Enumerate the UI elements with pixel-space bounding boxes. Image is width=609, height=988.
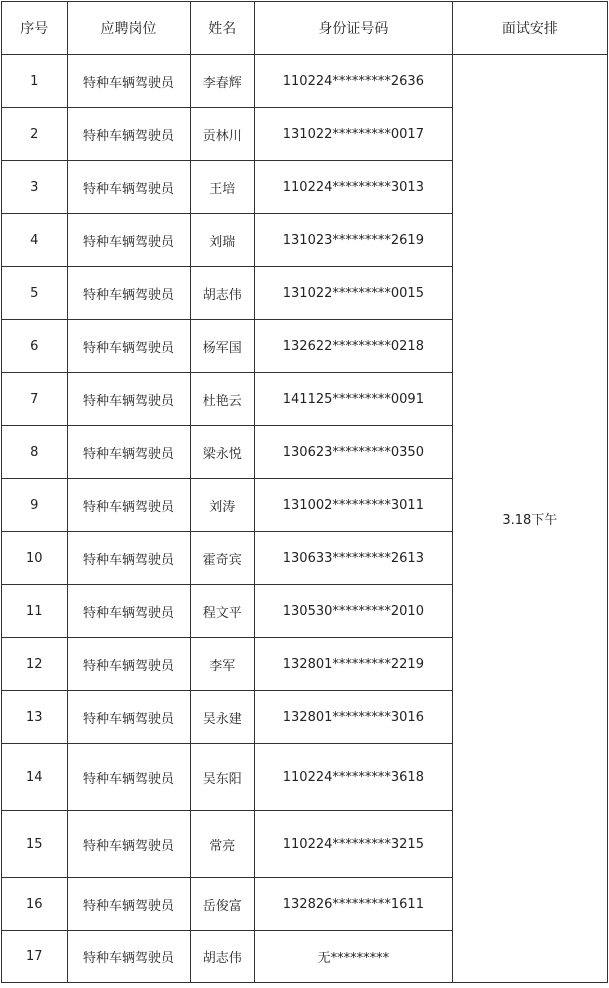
position-cell: 特种车辆驾驶员 xyxy=(67,532,190,585)
interview-arrangement-cell: 3.18下午 xyxy=(452,55,607,983)
name-cell: 常亮 xyxy=(190,811,255,878)
serial-number-cell: 1 xyxy=(2,55,68,108)
id-number-cell: 130530*********2010 xyxy=(255,585,453,638)
serial-number-cell: 16 xyxy=(2,878,68,931)
position-cell: 特种车辆驾驶员 xyxy=(67,878,190,931)
interview-schedule-table xyxy=(1,1,608,983)
serial-number-cell: 2 xyxy=(2,108,68,161)
id-number-cell: 132826*********1611 xyxy=(255,878,453,931)
header-id-number: 身份证号码 xyxy=(255,2,453,55)
name-cell: 李春辉 xyxy=(190,55,255,108)
name-cell: 吴永建 xyxy=(190,691,255,744)
name-cell: 胡志伟 xyxy=(190,931,255,983)
position-cell: 特种车辆驾驶员 xyxy=(67,479,190,532)
id-number-cell: 131022*********0015 xyxy=(255,267,453,320)
serial-number-cell: 9 xyxy=(2,479,68,532)
name-cell: 岳俊富 xyxy=(190,878,255,931)
position-cell: 特种车辆驾驶员 xyxy=(67,744,190,811)
id-number-cell: 131002*********3011 xyxy=(255,479,453,532)
serial-number-cell: 7 xyxy=(2,373,68,426)
table-row xyxy=(2,55,608,108)
name-cell: 杨军国 xyxy=(190,320,255,373)
id-number-cell: 110224*********2636 xyxy=(255,55,453,108)
id-number-cell: 131023*********2619 xyxy=(255,214,453,267)
position-cell: 特种车辆驾驶员 xyxy=(67,214,190,267)
serial-number-cell: 11 xyxy=(2,585,68,638)
serial-number-cell: 4 xyxy=(2,214,68,267)
position-cell: 特种车辆驾驶员 xyxy=(67,161,190,214)
name-cell: 杜艳云 xyxy=(190,373,255,426)
position-cell: 特种车辆驾驶员 xyxy=(67,811,190,878)
id-number-cell: 130623*********0350 xyxy=(255,426,453,479)
table-header-row xyxy=(2,2,608,55)
id-number-cell: 无********* xyxy=(255,931,453,983)
serial-number-cell: 6 xyxy=(2,320,68,373)
id-number-cell: 131022*********0017 xyxy=(255,108,453,161)
id-number-cell: 132801*********3016 xyxy=(255,691,453,744)
position-cell: 特种车辆驾驶员 xyxy=(67,931,190,983)
id-number-cell: 110224*********3618 xyxy=(255,744,453,811)
position-cell: 特种车辆驾驶员 xyxy=(67,267,190,320)
serial-number-cell: 15 xyxy=(2,811,68,878)
name-cell: 李军 xyxy=(190,638,255,691)
header-serial-number: 序号 xyxy=(2,2,68,55)
serial-number-cell: 13 xyxy=(2,691,68,744)
name-cell: 吴东阳 xyxy=(190,744,255,811)
position-cell: 特种车辆驾驶员 xyxy=(67,638,190,691)
id-number-cell: 110224*********3013 xyxy=(255,161,453,214)
name-cell: 刘瑞 xyxy=(190,214,255,267)
header-name: 姓名 xyxy=(190,2,255,55)
name-cell: 胡志伟 xyxy=(190,267,255,320)
name-cell: 霍奇宾 xyxy=(190,532,255,585)
id-number-cell: 132622*********0218 xyxy=(255,320,453,373)
id-number-cell: 110224*********3215 xyxy=(255,811,453,878)
id-number-cell: 132801*********2219 xyxy=(255,638,453,691)
name-cell: 梁永悦 xyxy=(190,426,255,479)
position-cell: 特种车辆驾驶员 xyxy=(67,55,190,108)
serial-number-cell: 10 xyxy=(2,532,68,585)
header-interview-arrangement: 面试安排 xyxy=(452,2,607,55)
position-cell: 特种车辆驾驶员 xyxy=(67,691,190,744)
header-position: 应聘岗位 xyxy=(67,2,190,55)
serial-number-cell: 5 xyxy=(2,267,68,320)
serial-number-cell: 12 xyxy=(2,638,68,691)
position-cell: 特种车辆驾驶员 xyxy=(67,108,190,161)
name-cell: 程文平 xyxy=(190,585,255,638)
id-number-cell: 130633*********2613 xyxy=(255,532,453,585)
position-cell: 特种车辆驾驶员 xyxy=(67,585,190,638)
id-number-cell: 141125*********0091 xyxy=(255,373,453,426)
serial-number-cell: 8 xyxy=(2,426,68,479)
serial-number-cell: 17 xyxy=(2,931,68,983)
name-cell: 贡林川 xyxy=(190,108,255,161)
position-cell: 特种车辆驾驶员 xyxy=(67,320,190,373)
serial-number-cell: 3 xyxy=(2,161,68,214)
name-cell: 王培 xyxy=(190,161,255,214)
position-cell: 特种车辆驾驶员 xyxy=(67,373,190,426)
serial-number-cell: 14 xyxy=(2,744,68,811)
position-cell: 特种车辆驾驶员 xyxy=(67,426,190,479)
name-cell: 刘涛 xyxy=(190,479,255,532)
